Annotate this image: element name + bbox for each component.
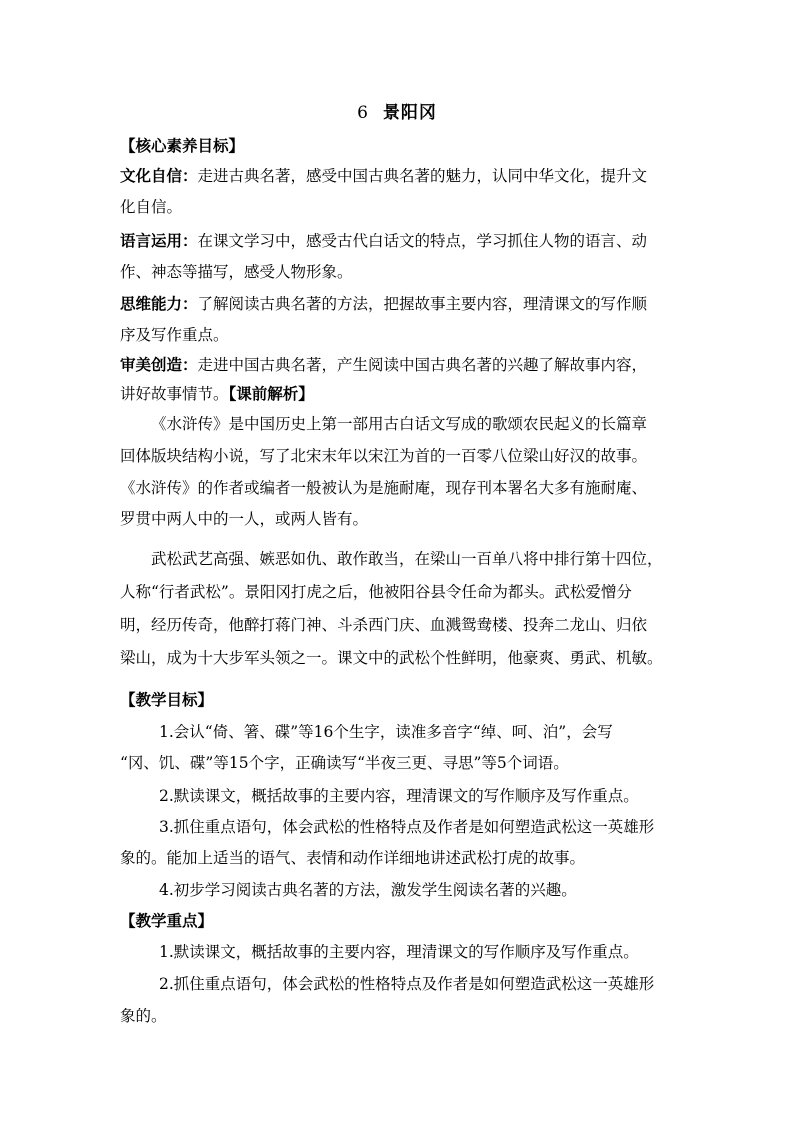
goal-text-cont <box>120 383 314 405</box>
core-goals-heading: 【核心素养目标】 <box>120 136 245 155</box>
goal-label: 语言运用： <box>120 231 198 250</box>
teaching-goal-line: 2.默读课文，概括故事的主要内容，理清课文的写作顺序及写作重点。 <box>159 787 639 805</box>
pre-class-line: 罗贯中两人中的一人，或两人皆有。 <box>120 510 369 528</box>
goal-text-cont: 化自信。 <box>120 198 183 216</box>
pre-class-line: 《水浒传》的作者或编者一般被认为是施耐庵，现存刊本署名大多有施耐庵、 <box>120 479 648 497</box>
core-goal-language <box>120 230 647 252</box>
teaching-focus-line: 1.默读课文，概括故事的主要内容，理清课文的写作顺序及写作重点。 <box>159 943 639 961</box>
lesson-title: 景阳冈 <box>382 103 437 123</box>
pre-class-line: 明，经历传奇，他醉打蒋门神、斗杀西门庆、血溅鸳鸯楼、投奔二龙山、归依 <box>120 616 648 634</box>
pre-class-line: 武松武艺高强、嫉恶如仇、敢作敢当，在梁山一百单八将中排行第十四位， <box>151 550 663 568</box>
goal-label: 思维能力： <box>120 294 198 313</box>
goal-text: 走进中国古典名著，产生阅读中国古典名著的兴趣了解故事内容， <box>197 356 648 374</box>
teaching-goal-line: 象的。能加上适当的语气、表情和动作详细地讲述武松打虎的故事。 <box>120 849 586 867</box>
goal-label: 审美创造： <box>120 355 198 374</box>
teaching-goal-line: 1.会认“倚、箸、碟”等16个生字，读准多音字“绰、呵、泊”，会写 <box>159 723 613 741</box>
teaching-goals-heading: 【教学目标】 <box>120 690 214 709</box>
pre-class-line: 《水浒传》是中国历史上第一部用古白话文写成的歌颂农民起义的长篇章 <box>151 415 648 433</box>
core-goal-aesthetic <box>120 354 647 376</box>
pre-class-line: 梁山，成为十大步军头领之一。课文中的武松个性鲜明，他豪爽、勇武、机敏。 <box>120 649 663 667</box>
goal-text-end: 讲好故事情节。 <box>120 385 229 403</box>
core-goal-thinking <box>120 293 647 315</box>
pre-class-heading: 【课前解析】 <box>228 384 314 403</box>
teaching-focus-line: 象的。 <box>120 1007 167 1025</box>
teaching-focus-line: 2.抓住重点语句，体会武松的性格特点及作者是如何塑造武松这一英雄形 <box>159 975 655 993</box>
goal-text: 在课文学习中，感受古代白话文的特点，学习抓住人物的语言、动 <box>197 232 648 250</box>
teaching-goal-line: 3.抓住重点语句，体会武松的性格特点及作者是如何塑造武松这一英雄形 <box>159 818 655 836</box>
teaching-goal-line: “冈、饥、碟”等15个字，正确读写“半夜三更、寻思”等5个词语。 <box>120 754 569 772</box>
goal-text-cont: 作、神态等描写，感受人物形象。 <box>120 263 353 281</box>
teaching-goal-line: 4.初步学习阅读古典名著的方法，激发学生阅读名著的兴趣。 <box>159 881 577 899</box>
core-goal-culture <box>120 165 647 187</box>
goal-text-cont: 序及写作重点。 <box>120 326 229 344</box>
goal-text: 了解阅读古典名著的方法，把握故事主要内容，理清课文的写作顺 <box>197 295 648 313</box>
pre-class-line: 回体版块结构小说，写了北宋末年以宋江为首的一百零八位梁山好汉的故事。 <box>120 447 648 465</box>
page-title <box>0 98 794 123</box>
lesson-number: 6 <box>357 103 369 123</box>
pre-class-line: 人称“行者武松”。景阳冈打虎之后，他被阳谷县令任命为都头。武松爱憎分 <box>120 583 632 601</box>
goal-text: 走进古典名著，感受中国古典名著的魅力，认同中华文化，提升文 <box>197 167 648 185</box>
goal-label: 文化自信： <box>120 166 198 185</box>
teaching-focus-heading: 【教学重点】 <box>120 911 214 930</box>
